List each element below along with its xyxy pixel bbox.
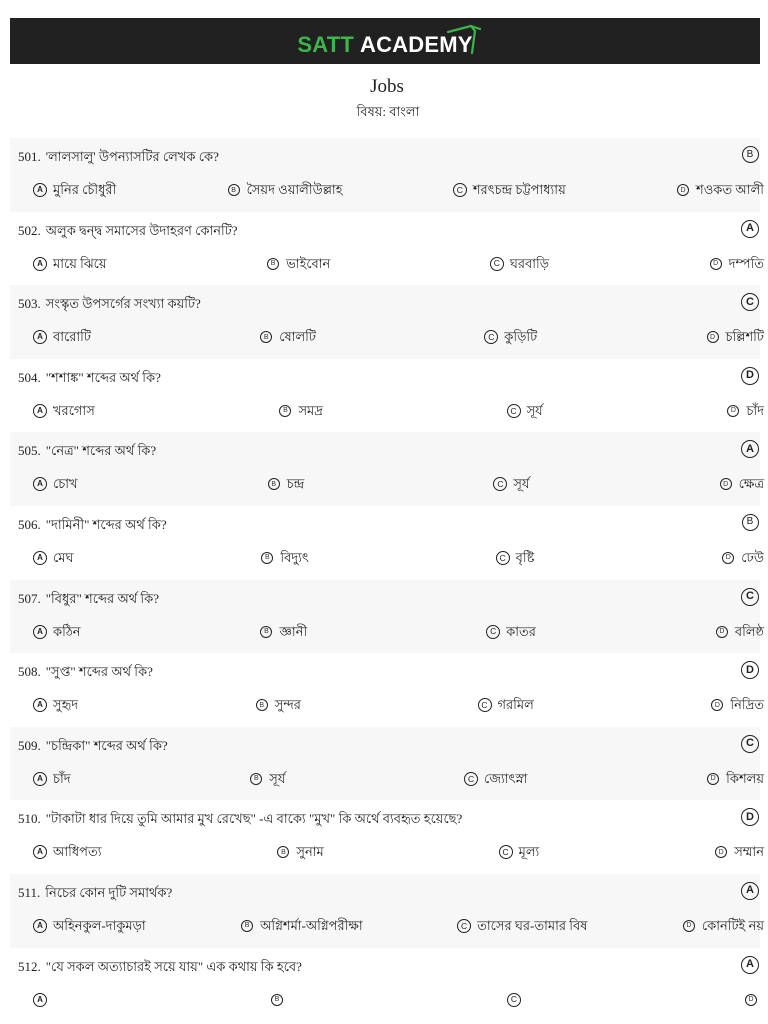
option-text: মুনির চৌধুরী: [53, 182, 117, 197]
question-text: 'লালসালু' উপন্যাসটির লেখক কে?: [45, 149, 219, 164]
options-row: [33, 327, 764, 347]
option-marker: A: [33, 625, 47, 639]
options-row: [33, 622, 764, 642]
satt-academy-logo[interactable]: [297, 33, 472, 57]
question-text: নিচের কোন দুটি সমার্থক?: [45, 884, 173, 900]
option-marker: B: [241, 920, 253, 932]
question-number: 510.: [18, 811, 41, 827]
question-line: [18, 221, 720, 241]
option-b[interactable]: [270, 994, 290, 1006]
correct-answer-badge: D: [741, 367, 759, 385]
correct-answer-badge: D: [741, 661, 759, 679]
option-b[interactable]: [259, 327, 316, 347]
option-text: অগ্নিশর্মা-অগ্নিপরীক্ষা: [260, 917, 363, 933]
option-marker: A: [33, 257, 47, 271]
option-text: ঘরবাড়ি: [509, 255, 550, 271]
question-number: 511.: [18, 884, 41, 900]
question-number: 503.: [18, 296, 41, 312]
question-text: অলুক দ্বন্দ্ব সমাসের উদাহরণ কোনটি?: [45, 222, 238, 238]
option-text: সুহৃদ: [53, 697, 79, 713]
page-title: Jobs: [370, 76, 404, 97]
option-text: ক্ষেত্র: [738, 476, 764, 492]
option-marker: C: [457, 919, 471, 933]
option-c[interactable]: [499, 842, 540, 862]
option-marker: B: [260, 331, 272, 343]
option-d[interactable]: [744, 994, 764, 1006]
correct-answer-badge: C: [741, 588, 759, 606]
option-marker: D: [715, 846, 727, 858]
option-marker: A: [33, 698, 47, 712]
option-text: সূর্য: [513, 476, 530, 492]
option-text: কাতর: [506, 623, 536, 639]
option-a[interactable]: [33, 548, 74, 568]
option-text: জ্ঞানী: [279, 623, 308, 639]
option-marker: A: [33, 183, 47, 197]
options-row: [33, 916, 764, 936]
option-text: সমদ্র: [298, 402, 323, 418]
option-b[interactable]: [259, 622, 307, 642]
option-text: দম্পতি: [728, 255, 764, 271]
option-marker: A: [33, 772, 47, 786]
option-a[interactable]: [33, 180, 116, 200]
options-row: [33, 254, 764, 274]
option-marker: C: [507, 404, 521, 418]
option-c[interactable]: [496, 548, 535, 568]
option-text: বৃষ্টি: [515, 549, 535, 565]
question-line: [18, 368, 720, 388]
options-row: [33, 474, 764, 494]
option-d[interactable]: [719, 474, 764, 494]
question-item: [10, 580, 764, 654]
options-row: [33, 548, 764, 568]
option-b[interactable]: [260, 548, 309, 568]
option-marker: A: [33, 330, 47, 344]
correct-answer-badge: C: [741, 293, 759, 311]
question-item: [10, 138, 764, 212]
question-item: [10, 506, 764, 580]
option-text: তাসের ঘর-তামার বিষ: [477, 917, 588, 933]
option-marker: D: [716, 626, 728, 638]
option-marker: B: [260, 626, 272, 638]
option-text: কঠিন: [53, 623, 81, 639]
question-line: [18, 809, 720, 829]
option-text: শরৎচন্দ্র চট্টপাধ্যায়: [472, 182, 566, 197]
option-d[interactable]: [714, 842, 764, 862]
option-a[interactable]: [33, 327, 91, 347]
option-c[interactable]: [507, 401, 543, 421]
option-marker: B: [261, 552, 273, 564]
question-number: 502.: [18, 222, 41, 238]
logo-text-academy: ACADEMY: [359, 32, 473, 57]
question-item: [10, 212, 764, 286]
option-text: খরগোস: [53, 402, 95, 418]
option-marker: D: [710, 258, 722, 270]
correct-answer-badge: A: [741, 956, 759, 974]
option-marker: B: [256, 699, 268, 711]
question-line: [18, 147, 720, 167]
question-item: [10, 653, 764, 727]
option-b[interactable]: [266, 254, 330, 274]
option-text: মায়ে ঝিয়ে: [53, 255, 107, 271]
option-marker: B: [268, 478, 280, 490]
option-a[interactable]: [33, 916, 146, 936]
subject-label: বিষয়: বাংলা: [356, 104, 420, 119]
option-b[interactable]: [278, 401, 322, 421]
question-item: [10, 874, 764, 948]
options-row: [33, 842, 764, 862]
options-row: [33, 180, 764, 200]
option-marker: C: [496, 551, 510, 565]
option-d[interactable]: [676, 180, 764, 200]
option-text: সূর্য: [526, 402, 543, 418]
option-a[interactable]: [33, 842, 102, 862]
option-marker: A: [33, 845, 47, 859]
option-marker: A: [33, 477, 47, 491]
question-number: 509.: [18, 737, 41, 753]
option-text: চাঁদ: [53, 770, 71, 786]
option-marker: A: [33, 993, 47, 1007]
option-text: ষোলটি: [279, 329, 316, 345]
question-text: "দামিনী" শব্দের অর্থ কি?: [45, 516, 167, 532]
question-text: "বিধুর" শব্দের অর্থ কি?: [45, 590, 159, 606]
question-line: [18, 294, 720, 314]
option-text: ঢেউ: [741, 549, 764, 565]
option-marker: D: [677, 184, 689, 196]
option-d[interactable]: [706, 769, 764, 789]
question-number: 505.: [18, 443, 41, 459]
option-text: সূর্য: [269, 770, 286, 786]
option-marker: A: [33, 404, 47, 418]
correct-answer-badge: C: [741, 735, 759, 753]
question-item: [10, 359, 764, 433]
option-text: শওকত আলী: [696, 182, 764, 197]
options-row: [33, 990, 764, 1010]
option-text: বলিষ্ঠ: [734, 623, 764, 639]
option-a[interactable]: [33, 474, 78, 494]
question-number: 501.: [18, 149, 41, 164]
option-text: সৈয়দ ওয়ালীউল্লাহ: [246, 182, 343, 197]
question-item: [10, 285, 764, 359]
options-row: [33, 695, 764, 715]
option-c[interactable]: [486, 622, 536, 642]
option-b[interactable]: [276, 842, 323, 862]
option-c[interactable]: [493, 474, 529, 494]
question-text: "শশাঙ্ক" শব্দের অর্থ কি?: [45, 369, 161, 385]
option-marker: D: [745, 994, 757, 1006]
correct-answer-badge: A: [741, 440, 759, 458]
option-d[interactable]: [682, 916, 764, 936]
option-c[interactable]: [457, 916, 587, 936]
option-text: সুনাম: [296, 844, 324, 860]
correct-answer-badge: B: [742, 514, 759, 531]
question-text: "নেত্র" শব্দের অর্থ কি?: [45, 443, 157, 459]
question-text: "টাকাটা ধার দিয়ে তুমি আমার মুখ রেখেছ" -এ বাক্যে "মুখ" কি অর্থে ব্যবহৃত হয়েছে?: [45, 811, 463, 827]
option-text: নিদ্রিত: [730, 697, 764, 713]
option-c[interactable]: [490, 254, 549, 274]
option-text: গরমিল: [497, 697, 534, 713]
option-marker: B: [267, 258, 279, 270]
question-number: 504.: [18, 369, 41, 385]
option-text: চাঁদ: [746, 402, 764, 418]
option-text: মেঘ: [53, 549, 74, 565]
correct-answer-badge: B: [742, 146, 759, 163]
options-row: [33, 769, 764, 789]
option-a[interactable]: [33, 401, 95, 421]
question-list: [10, 138, 764, 1005]
option-a[interactable]: [33, 254, 107, 274]
option-marker: C: [493, 477, 507, 491]
question-text: "চন্দ্রিকা" শব্দের অর্থ কি?: [45, 737, 168, 753]
question-item: [10, 800, 764, 874]
option-b[interactable]: [240, 916, 363, 936]
logo-wrapper: [10, 33, 760, 57]
question-line: [18, 883, 720, 903]
option-text: কুড়িটি: [504, 329, 538, 345]
option-d[interactable]: [721, 548, 764, 568]
option-marker: B: [277, 846, 289, 858]
question-item: [10, 432, 764, 506]
logo-text-satt: SATT: [297, 32, 354, 57]
graduation-cap-icon: [446, 23, 486, 57]
question-number: 507.: [18, 590, 41, 606]
question-text: "যে সকল অত্যাচারই সয়ে যায়" এক কথায় কি হবে?: [45, 958, 302, 974]
option-marker: C: [464, 772, 478, 786]
question-text: "সুপ্ত" শব্দের অর্থ কি?: [45, 664, 153, 680]
option-text: চোখ: [53, 476, 78, 492]
option-marker: C: [453, 183, 467, 197]
option-marker: C: [478, 698, 492, 712]
option-marker: C: [499, 845, 513, 859]
option-a[interactable]: [33, 695, 78, 715]
option-text: চল্লিশটি: [725, 329, 764, 345]
question-item: [10, 727, 764, 801]
option-text: ভাইবোন: [286, 255, 331, 271]
option-d[interactable]: [706, 327, 764, 347]
option-marker: B: [271, 994, 283, 1006]
option-marker: D: [727, 405, 739, 417]
question-line: [18, 441, 720, 461]
option-marker: C: [490, 257, 504, 271]
option-text: সম্মান: [734, 844, 764, 860]
option-c[interactable]: [507, 993, 527, 1007]
option-b[interactable]: [255, 695, 301, 715]
option-d[interactable]: [715, 622, 764, 642]
question-text: সংস্কৃত উপসর্গের সংখ্যা কয়টি?: [45, 296, 201, 312]
header-bar: [10, 18, 760, 64]
option-text: চন্দ্র: [286, 476, 305, 492]
option-b[interactable]: [249, 769, 285, 789]
option-text: মূল্য: [518, 844, 540, 860]
option-text: আধিপত্য: [53, 844, 102, 860]
option-marker: B: [279, 405, 291, 417]
question-item: [10, 948, 760, 1022]
option-marker: D: [711, 699, 723, 711]
option-text: বিদ্যুৎ: [280, 549, 309, 565]
option-b[interactable]: [227, 180, 343, 200]
question-line: [18, 515, 720, 535]
option-d[interactable]: [726, 401, 764, 421]
option-marker: B: [250, 773, 262, 785]
option-text: কিশলয়: [726, 770, 764, 786]
option-marker: A: [33, 551, 47, 565]
option-d[interactable]: [710, 695, 764, 715]
option-c[interactable]: [464, 769, 527, 789]
option-marker: C: [507, 993, 521, 1007]
option-a[interactable]: [33, 622, 81, 642]
option-text: সুন্দর: [274, 697, 301, 713]
correct-answer-badge: A: [741, 220, 759, 238]
option-text: জ্যোৎস্না: [484, 770, 528, 786]
option-d[interactable]: [709, 254, 764, 274]
question-line: [18, 957, 720, 977]
option-a[interactable]: [33, 769, 71, 789]
question-line: [18, 736, 720, 756]
correct-answer-badge: D: [741, 808, 759, 826]
option-marker: D: [722, 552, 734, 564]
option-marker: D: [683, 920, 695, 932]
option-marker: A: [33, 919, 47, 933]
option-text: অহিনকুল-দাকুমড়া: [53, 917, 146, 933]
question-number: 506.: [18, 516, 41, 532]
option-marker: D: [720, 478, 732, 490]
option-text: বারোটি: [53, 329, 91, 345]
option-b[interactable]: [267, 474, 305, 494]
question-number: 512.: [18, 958, 41, 974]
question-line: [18, 589, 720, 609]
option-text: কোনটিই নয়: [701, 917, 764, 933]
option-a[interactable]: [33, 993, 53, 1007]
option-c[interactable]: [478, 695, 534, 715]
question-number: 508.: [18, 664, 41, 680]
correct-answer-badge: A: [741, 882, 759, 900]
option-c[interactable]: [484, 327, 537, 347]
option-marker: D: [707, 773, 719, 785]
option-marker: C: [484, 330, 498, 344]
question-line: [18, 662, 720, 682]
options-row: [33, 401, 764, 421]
option-marker: B: [228, 184, 240, 196]
option-c[interactable]: [453, 180, 566, 200]
option-marker: C: [486, 625, 500, 639]
option-marker: D: [707, 331, 719, 343]
